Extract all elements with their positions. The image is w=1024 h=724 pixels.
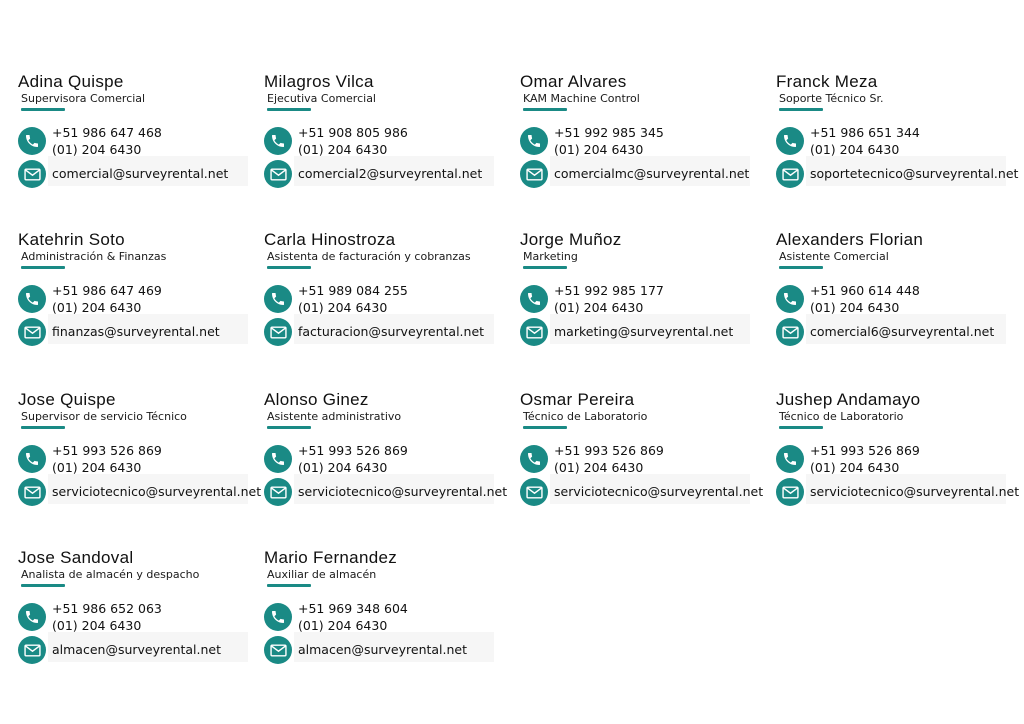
landline-number[interactable]: (01) 204 6430 [810,300,900,315]
landline-number[interactable]: (01) 204 6430 [298,142,388,157]
landline-number[interactable]: (01) 204 6430 [52,300,142,315]
contact-card [776,230,1014,348]
mobile-number[interactable]: +51 992 985 177 [554,283,664,298]
phone-numbers [52,124,162,158]
role-underline [523,266,567,269]
role-underline [779,266,823,269]
phone-icon [264,127,292,155]
email-link[interactable]: serviciotecnico@surveyrental.net [298,484,508,499]
email-link[interactable]: comercial@surveyrental.net [52,166,229,181]
contact-role: Asistenta de facturación y cobranzas [267,250,471,263]
envelope-icon [520,318,548,346]
contact-card [776,72,1019,190]
phone-icon [776,445,804,473]
contact-name: Osmar Pereira [520,390,635,409]
role-underline [21,108,65,111]
contact-role: Supervisor de servicio Técnico [21,410,187,423]
email-link[interactable]: almacen@surveyrental.net [52,642,222,657]
envelope-icon [264,636,292,664]
email-link[interactable]: serviciotecnico@surveyrental.net [810,484,1020,499]
phone-icon [776,285,804,313]
mobile-number[interactable]: +51 986 651 344 [810,125,920,140]
contact-card [264,390,508,508]
contact-role: Soporte Técnico Sr. [779,92,884,105]
role-underline [21,426,65,429]
role-underline [523,426,567,429]
phone-icon [776,127,804,155]
contact-role: Ejecutiva Comercial [267,92,376,105]
phone-icon [520,445,548,473]
mobile-number[interactable]: +51 992 985 345 [554,125,664,140]
landline-number[interactable]: (01) 204 6430 [554,460,644,475]
contact-name: Franck Meza [776,72,878,91]
landline-number[interactable]: (01) 204 6430 [52,142,142,157]
phone-icon [520,127,548,155]
contact-name: Carla Hinostroza [264,230,396,249]
phone-icon [18,603,46,631]
email-link[interactable]: comercial6@surveyrental.net [810,324,995,339]
landline-number[interactable]: (01) 204 6430 [52,460,142,475]
envelope-icon [18,160,46,188]
contact-card [18,390,262,508]
mobile-number[interactable]: +51 993 526 869 [554,443,664,458]
phone-numbers [52,282,162,316]
mobile-number[interactable]: +51 986 652 063 [52,601,162,616]
email-link[interactable]: finanzas@surveyrental.net [52,324,220,339]
contact-card [18,548,256,666]
role-underline [779,426,823,429]
contact-card [18,230,256,348]
contact-role: Supervisora Comercial [21,92,146,105]
role-underline [523,108,567,111]
envelope-icon [520,160,548,188]
envelope-icon [776,160,804,188]
mobile-number[interactable]: +51 993 526 869 [810,443,920,458]
phone-numbers [810,442,920,476]
email-link[interactable]: soportetecnico@surveyrental.net [810,166,1019,181]
envelope-icon [264,160,292,188]
contact-card [264,230,502,348]
contact-name: Jushep Andamayo [776,390,921,409]
mobile-number[interactable]: +51 986 647 469 [52,283,162,298]
envelope-icon [776,318,804,346]
contact-card [520,230,758,348]
landline-number[interactable]: (01) 204 6430 [810,460,900,475]
envelope-icon [18,636,46,664]
phone-numbers [554,282,664,316]
contact-name: Omar Alvares [520,72,627,91]
role-underline [779,108,823,111]
contact-name: Jose Quispe [18,390,116,409]
contact-card [520,390,764,508]
contact-name: Jose Sandoval [18,548,134,567]
phone-icon [264,445,292,473]
contact-role: Administración & Finanzas [21,250,167,263]
contact-role: Auxiliar de almacén [267,568,377,581]
contact-card [264,548,502,666]
role-underline [21,584,65,587]
phone-icon [18,127,46,155]
email-link[interactable]: marketing@surveyrental.net [554,324,734,339]
email-link[interactable]: facturacion@surveyrental.net [298,324,485,339]
mobile-number[interactable]: +51 908 805 986 [298,125,408,140]
email-link[interactable]: serviciotecnico@surveyrental.net [554,484,764,499]
email-link[interactable]: almacen@surveyrental.net [298,642,468,657]
landline-number[interactable]: (01) 204 6430 [554,300,644,315]
role-underline [267,108,311,111]
contact-card [520,72,758,190]
role-underline [267,584,311,587]
phone-numbers [810,124,920,158]
phone-numbers [298,600,408,634]
mobile-number[interactable]: +51 993 526 869 [298,443,408,458]
contact-role: Asistente Comercial [779,250,889,263]
envelope-icon [520,478,548,506]
envelope-icon [776,478,804,506]
landline-number[interactable]: (01) 204 6430 [298,460,388,475]
mobile-number[interactable]: +51 993 526 869 [52,443,162,458]
phone-numbers [554,124,664,158]
role-underline [267,426,311,429]
phone-numbers [810,282,920,316]
phone-numbers [298,282,408,316]
phone-numbers [298,124,408,158]
contact-card [776,390,1020,508]
contact-role: Técnico de Laboratorio [523,410,648,423]
phone-icon [520,285,548,313]
mobile-number[interactable]: +51 960 614 448 [810,283,920,298]
contact-name: Alonso Ginez [264,390,369,409]
contact-name: Adina Quispe [18,72,124,91]
role-underline [267,266,311,269]
mobile-number[interactable]: +51 969 348 604 [298,601,408,616]
contact-name: Alexanders Florian [776,230,924,249]
landline-number[interactable]: (01) 204 6430 [52,618,142,633]
landline-number[interactable]: (01) 204 6430 [554,142,644,157]
mobile-number[interactable]: +51 986 647 468 [52,125,162,140]
landline-number[interactable]: (01) 204 6430 [810,142,900,157]
phone-numbers [298,442,408,476]
envelope-icon [264,318,292,346]
landline-number[interactable]: (01) 204 6430 [298,300,388,315]
contact-role: KAM Machine Control [523,92,640,105]
phone-icon [264,603,292,631]
contact-role: Técnico de Laboratorio [779,410,904,423]
landline-number[interactable]: (01) 204 6430 [298,618,388,633]
phone-icon [18,445,46,473]
email-link[interactable]: comercial2@surveyrental.net [298,166,483,181]
contact-card [18,72,256,190]
phone-icon [18,285,46,313]
phone-numbers [52,442,162,476]
contact-role: Asistente administrativo [267,410,402,423]
phone-numbers [554,442,664,476]
phone-numbers [52,600,162,634]
contact-role: Marketing [523,250,578,263]
contact-name: Jorge Muñoz [520,230,622,249]
contact-name: Katehrin Soto [18,230,125,249]
contact-role: Analista de almacén y despacho [21,568,200,581]
role-underline [21,266,65,269]
envelope-icon [18,318,46,346]
envelope-icon [264,478,292,506]
email-link[interactable]: serviciotecnico@surveyrental.net [52,484,262,499]
mobile-number[interactable]: +51 989 084 255 [298,283,408,298]
email-link[interactable]: comercialmc@surveyrental.net [554,166,750,181]
contact-name: Milagros Vilca [264,72,374,91]
phone-icon [264,285,292,313]
contact-card [264,72,502,190]
contact-name: Mario Fernandez [264,548,398,567]
envelope-icon [18,478,46,506]
